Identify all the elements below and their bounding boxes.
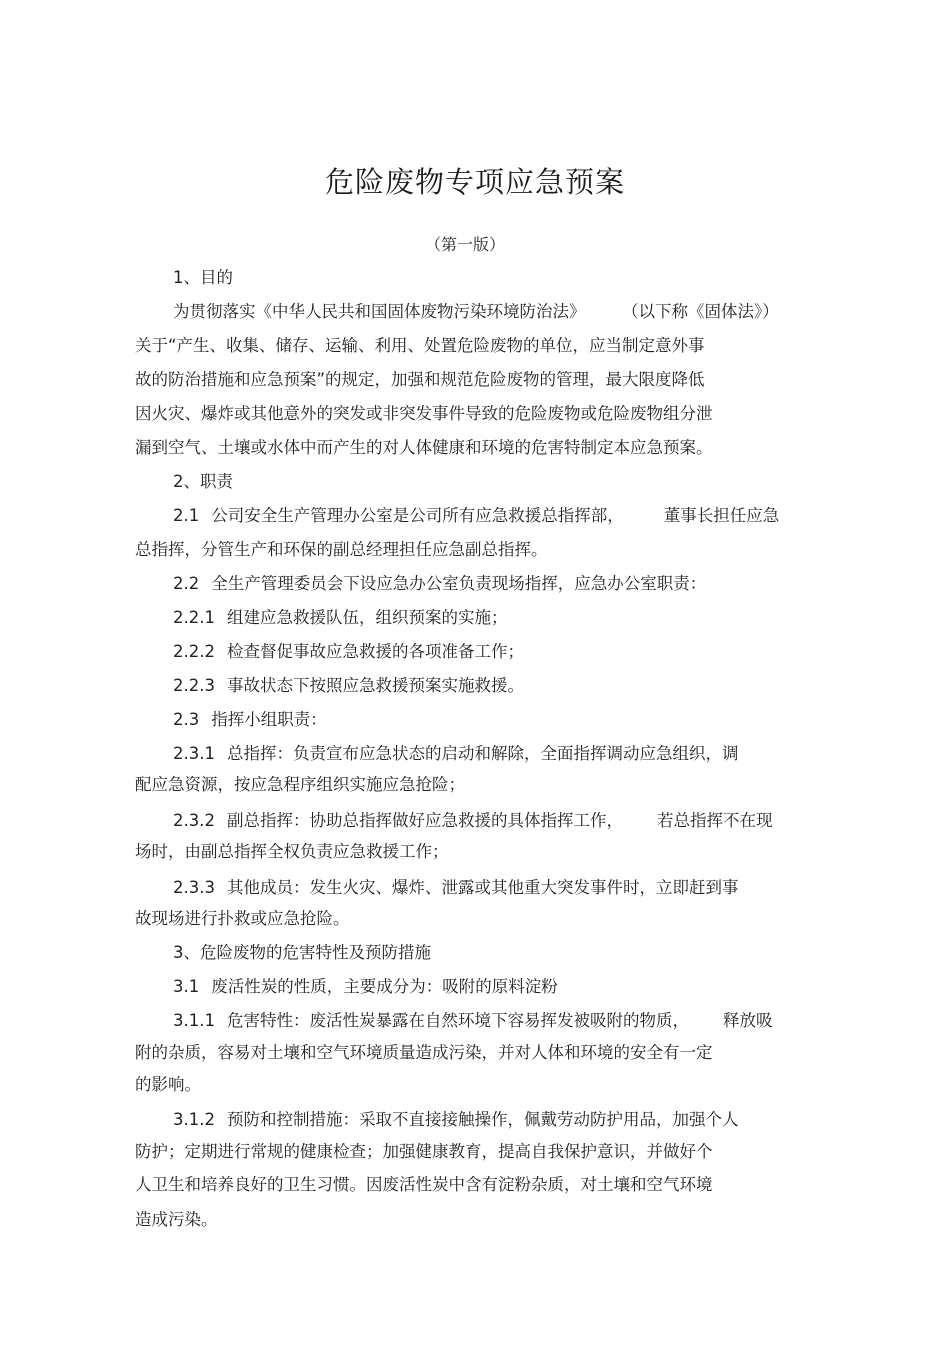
clause-2-2-2 — [173, 641, 524, 663]
clause-number: 3.1.2 — [173, 1110, 215, 1129]
paragraph-line — [173, 301, 779, 323]
clause-2-3 — [173, 709, 327, 731]
clause-2-2-1 — [173, 607, 507, 629]
text-segment: 预防和控制措施：采取不直接接触操作，佩戴劳动防护用品，加强个人 — [226, 1110, 739, 1129]
clause-3-1 — [173, 976, 558, 998]
clause-2-2 — [173, 573, 706, 595]
paragraph-line: 关于“产生、收集、储存、运输、利用、处置危险废物的单位，应当制定意外事 — [135, 336, 705, 355]
clause-number: 2.1 — [173, 506, 200, 525]
clause-number: 2.3 — [173, 710, 200, 729]
text-segment: 公司安全生产管理办公室是公司所有应急救援总指挥部， — [211, 506, 624, 525]
text-segment: 董事长担任应急 — [663, 506, 780, 525]
clause-2-3-1 — [173, 743, 738, 765]
paragraph-line: 漏到空气、土壤或水体中而产生的对人体健康和环境的危害特制定本应急预案。 — [135, 438, 713, 457]
edition-label: （第一版） — [424, 235, 505, 254]
paragraph-line: 因火灾、爆炸或其他意外的突发或非突发事件导致的危险废物或危险废物组分泄 — [135, 404, 713, 423]
clause-number: 2.3.3 — [173, 878, 215, 897]
paragraph-line: 场时，由副总指挥全权负责应急救援工作； — [135, 842, 449, 861]
paragraph-line: 总指挥，分管生产和环保的副总经理担任应急副总指挥。 — [135, 540, 548, 559]
clause-number: 2.2.3 — [173, 676, 215, 695]
clause-number: 2.2.2 — [173, 642, 215, 661]
text-segment: 副总指挥：协助总指挥做好应急救援的具体指挥工作， — [226, 811, 623, 830]
section-3-heading: 3、危险废物的危害特性及预防措施 — [173, 943, 431, 962]
text-segment: 组建应急救援队伍，组织预案的实施； — [226, 608, 508, 627]
paragraph-line: 配应急资源，按应急程序组织实施应急抢险； — [135, 775, 465, 794]
text-segment: 废活性炭的性质，主要成分为：吸附的原料淀粉 — [211, 977, 558, 996]
paragraph-line: 的影响。 — [135, 1075, 201, 1094]
paragraph-line: 故现场进行扑救或应急抢险。 — [135, 909, 350, 928]
clause-number: 2.3.1 — [173, 744, 215, 763]
clause-number: 2.2 — [173, 574, 200, 593]
clause-number: 2.2.1 — [173, 608, 215, 627]
paragraph-line: 造成污染。 — [135, 1210, 218, 1229]
clause-2-3-2 — [173, 810, 772, 832]
clause-number: 3.1 — [173, 977, 200, 996]
clause-2-2-3 — [173, 675, 524, 697]
text-segment: 若总指挥不在现 — [656, 811, 773, 830]
text-segment: 总指挥：负责宣布应急状态的启动和解除，全面指挥调动应急组织，调 — [226, 744, 739, 763]
clause-2-3-3 — [173, 877, 738, 899]
text-segment: 危害特性：废活性炭暴露在自然环境下容易挥发被吸附的物质， — [226, 1011, 689, 1030]
text-segment: 全生产管理委员会下设应急办公室负责现场指挥，应急办公室职责： — [211, 574, 707, 593]
clause-2-1 — [173, 505, 779, 527]
clause-3-1-2 — [173, 1109, 738, 1131]
section-1-heading: 1、目的 — [173, 268, 233, 287]
text-segment: 检查督促事故应急救援的各项准备工作； — [226, 642, 524, 661]
paragraph-line: 人卫生和培养良好的卫生习惯。因废活性炭中含有淀粉杂质，对土壤和空气环境 — [135, 1175, 713, 1194]
clause-3-1-1 — [173, 1010, 772, 1032]
text-segment: （以下称《固体法》） — [622, 302, 779, 321]
text-segment: 指挥小组职责： — [211, 710, 327, 729]
text-segment: 其他成员：发生火灾、爆炸、泄露或其他重大突发事件时，立即赶到事 — [226, 878, 739, 897]
text-segment: 为贯彻落实《中华人民共和国固体废物污染环境防治法》 — [173, 302, 586, 321]
paragraph-line: 附的杂质，容易对土壤和空气环境质量造成污染，并对人体和环境的安全有一定 — [135, 1043, 713, 1062]
text-segment: 事故状态下按照应急救援预案实施救援。 — [226, 676, 524, 695]
paragraph-line: 防护；定期进行常规的健康检查；加强健康教育，提高自我保护意识，并做好个 — [135, 1142, 713, 1161]
document-title: 危险废物专项应急预案 — [324, 165, 625, 199]
clause-number: 2.3.2 — [173, 811, 215, 830]
section-2-heading: 2、职责 — [173, 472, 233, 491]
text-segment: 释放吸 — [722, 1011, 773, 1030]
paragraph-line: 故的防治措施和应急预案”的规定，加强和规范危险废物的管理，最大限度降低 — [135, 370, 705, 389]
clause-number: 3.1.1 — [173, 1011, 215, 1030]
